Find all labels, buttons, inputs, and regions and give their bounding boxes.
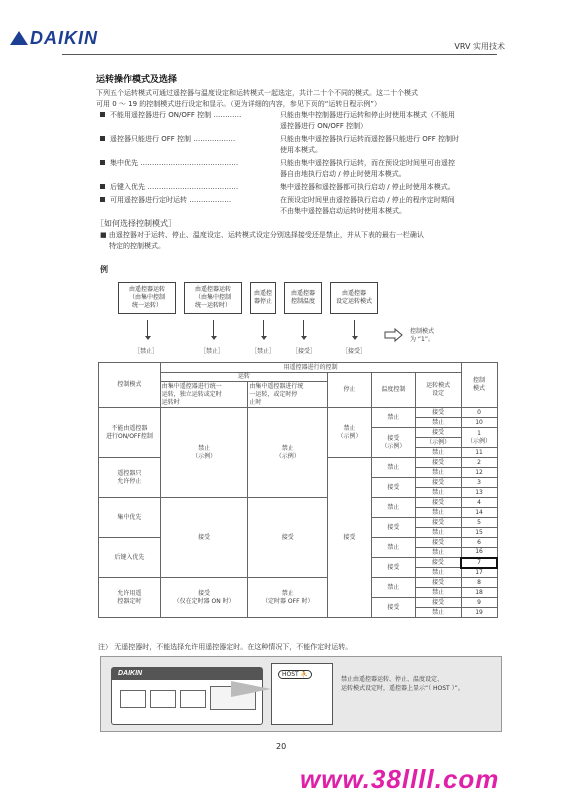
subsection-text: ■ 由遥控器对于运转、停止、温度设定、运转模式设定分别选择接受还是禁止，并从下表的最右一栏确认 特定的控制模式。 — [100, 231, 424, 250]
ctrl-mode-highlight: 7 — [461, 558, 497, 568]
bullet-icon — [100, 184, 105, 189]
intro-text: 下列五个运转模式可通过遥控器与温度设定和运转模式一起选定，共计二十个不同的模式。这二十个模式 可用 0 ～ 19 的控制模式进行设定和显示。（更为详细的内容，参见下页的“运转日程示例”） — [96, 89, 418, 108]
col-ctrl-header: 控制 模式 — [461, 363, 497, 408]
page-number: 20 — [276, 742, 287, 751]
remote-button — [180, 690, 206, 708]
col-run1-header: 由集中遥控器进行统一 运转，独立运转或定时 运转时 — [160, 382, 248, 408]
section-title: 运转操作模式及选择 — [96, 75, 178, 85]
run1-cell: 禁止 （示例） — [160, 408, 248, 498]
mode-group-label: 后键入优先 — [99, 538, 161, 578]
control-mode-table: 控制模式 用遥控器进行的控制 控制 模式 运转 停止 温度控制 运转模式 设定 由集中遥控器进行统一 运转，独立运转或定时 运转时 由集中遥控器进行统 一运转，或定时停 止时 不能由遥控器 进行ON/OFF控制 禁止 （示例） 禁止 （示例） 禁止 （示例） 禁止 接受 0 禁止 10 接受 （示例） 接受 1 （示例） （示例） 禁止 11 遥控器只 允许停止 接受 禁止 接受 2 禁止 12 接受 接受 3 禁止 13 集中优先 接受 接受 禁止 接受 4 禁止 14 接受 接受 5 禁止 15 后键入优先 禁止 接受 6 禁止 16 接受 接受 7 禁止 17 允许用遥 控器定时 接受 （仅在定时器 ON 时） 禁止 （定时器 OFF 时） 禁止 接受 8 禁止 18 接受 接受 9 禁止 19 — [98, 362, 498, 618]
callout-pointer — [231, 681, 271, 697]
temp-cell: 接受 （示例） — [371, 428, 415, 458]
flow-box-run-group: 由遥控器运转 （由集中控制 统一运转） — [118, 282, 176, 314]
subsection-title: ［如何选择控制模式］ — [96, 219, 176, 228]
flow-result: ［接受］ — [292, 348, 317, 355]
person-icon: ⛹ — [300, 671, 309, 678]
bullet-icon — [100, 112, 105, 117]
remote-button — [120, 690, 146, 708]
run-header: 运转 — [160, 373, 327, 382]
header-rule — [62, 54, 497, 55]
temp-cell: 禁止 — [371, 408, 415, 428]
bullet-icon — [100, 136, 105, 141]
device-note: 禁止由遥控器运转、停止、温度设定、 运转模式设定时，遥控器上显示“（ HOST ）”。 — [341, 676, 464, 692]
mode-item: 遥控器只能进行 OFF 控制 ……………… 只能由集中遥控器执行运转而遥控器只能进行 OFF 控制时 使用本模式。 — [100, 134, 520, 156]
mode-item: 不能用遥控器进行 ON/OFF 控制 ………… 只能由集中控制器进行运转和停止时使用本模式（不能用 遥控器进行 ON/OFF 控制） — [100, 110, 520, 132]
logo-triangle-icon — [10, 31, 28, 45]
run1-cell: 接受 — [160, 498, 248, 578]
col-stop-header: 停止 — [328, 373, 372, 408]
flow-box-temp: 由遥控器 控制温度 — [284, 282, 322, 314]
bullet-icon — [100, 160, 105, 165]
mode-item: 可用遥控器进行定时运转 ……………… 在预设定时间里由遥控器执行启动 / 停止的程序定时期间 不由集中遥控器启动运转时使用本模式。 — [100, 195, 520, 217]
arrow-down-icon — [303, 320, 304, 338]
host-indicator: HOST ⛹ — [278, 670, 312, 679]
mode-item: 后键入优先 ………………………………… 集中遥控器和遥控器都可执行启动 / 停止时使用本模式。 — [100, 182, 520, 193]
device-logo: DAIKIN — [118, 670, 143, 677]
mode-list — [100, 110, 520, 217]
table-note: 注） 无遥控器时，不能选择允许用遥控器定时。在这种情况下，不能作定时运转。 — [98, 643, 353, 651]
run2-cell: 禁止 （定时器 OFF 时） — [248, 578, 328, 618]
mode-group-label: 允许用遥 控器定时 — [99, 578, 161, 618]
flow-box-stop: 由遥控 器停止 — [250, 282, 276, 314]
run2-cell: 接受 — [248, 498, 328, 578]
run1-cell: 接受 （仅在定时器 ON 时） — [160, 578, 248, 618]
col-mode-header: 控制模式 — [99, 363, 161, 408]
flow-result: ［禁止］ — [134, 348, 159, 355]
group-header: 用遥控器进行的控制 — [160, 363, 461, 373]
col-temp-header: 温度控制 — [371, 373, 415, 408]
flow-box-opmode: 由遥控器 设定运转模式 — [330, 282, 378, 314]
display-zoom — [271, 663, 333, 725]
arrow-down-icon — [263, 320, 264, 338]
stop-cell: 接受 — [328, 458, 372, 618]
run2-cell: 禁止 （示例） — [248, 408, 328, 498]
mode-item: 集中优先 …………………………………… 只能由集中遥控器执行运转，而在预设定时间里可由遥控 器自由地执行启动 / 停止时使用本模式。 — [100, 158, 520, 180]
mode-group-label: 集中优先 — [99, 498, 161, 538]
remote-button — [150, 690, 176, 708]
col-opmode-header: 运转模式 设定 — [415, 373, 461, 408]
mode-group-label: 遥控器只 允许停止 — [99, 458, 161, 498]
flow-result: ［接受］ — [342, 348, 367, 355]
flow-box-run-timer: 由遥控器运转 （由集中控制 统一运转时） — [184, 282, 242, 314]
device-illustration — [100, 656, 502, 732]
daikin-logo: DAIKIN — [10, 28, 98, 49]
flow-note: 控制模式 为 “1”。 — [410, 328, 435, 343]
ctrl-mode-cell: 0 — [461, 408, 497, 418]
header-title: VRV 实用技术 — [454, 42, 505, 51]
example-label: 例 — [100, 265, 108, 274]
bullet-icon — [100, 197, 105, 202]
arrow-down-icon — [147, 320, 148, 338]
flow-result: ［禁止］ — [200, 348, 225, 355]
col-run2-header: 由集中遥控器进行统 一运转，或定时停 止时 — [248, 382, 328, 408]
mode-group-label: 不能由遥控器 进行ON/OFF控制 — [99, 408, 161, 458]
stop-cell: 禁止 （示例） — [328, 408, 372, 458]
arrow-down-icon — [213, 320, 214, 338]
arrow-right-icon — [384, 328, 404, 342]
watermark: www.38llll.com — [300, 764, 500, 794]
arrow-down-icon — [354, 320, 355, 338]
flow-result: ［禁止］ — [251, 348, 276, 355]
opmode-cell: 接受 — [415, 408, 461, 418]
